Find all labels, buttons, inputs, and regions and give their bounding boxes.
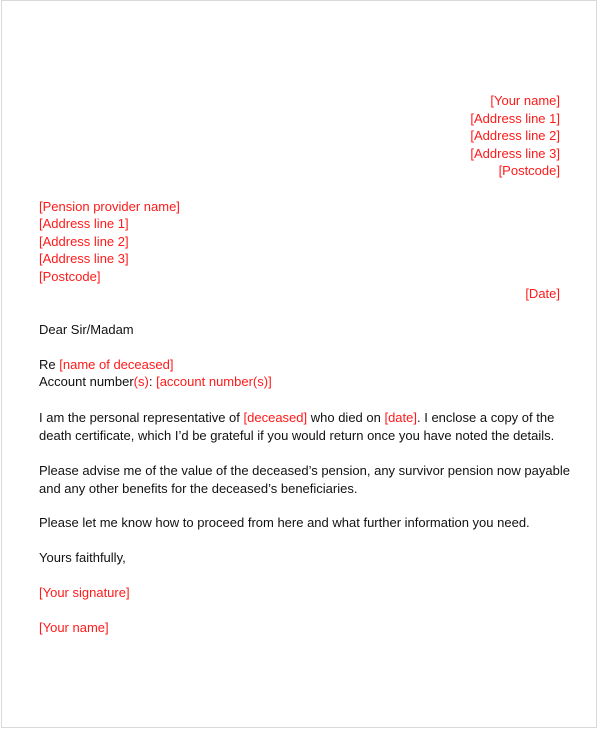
sender-address-line-2: [Address line 2] — [470, 128, 560, 143]
p2-line-1: Please advise me of the value of the deceased’s pension, any survivor pension now payable — [39, 463, 570, 478]
sender-address-line-3: [Address line 3] — [470, 146, 560, 161]
account-colon: : — [148, 374, 153, 389]
p1-text-1: I am the personal representative of — [39, 410, 244, 425]
account-number-placeholder: [account number(s)] — [156, 374, 272, 389]
body-paragraph-3: Please let me know how to proceed from here and what further information you need. — [39, 515, 530, 530]
letter-page — [1, 0, 597, 728]
date-of-death-placeholder: [date] — [384, 410, 417, 425]
sender-postcode: [Postcode] — [498, 163, 560, 178]
p1-line-2: death certificate, which I’d be grateful if you would return once you have noted the details. — [39, 427, 555, 443]
p1-text-2: who died on — [307, 410, 385, 425]
deceased-name-placeholder: [name of deceased] — [59, 357, 174, 372]
reference-line — [39, 356, 173, 374]
salutation: Dear Sir/Madam — [39, 322, 134, 337]
signoff-name-placeholder: [Your name] — [39, 620, 109, 635]
recipient-name: [Pension provider name] — [39, 199, 180, 214]
closing: Yours faithfully, — [39, 550, 126, 565]
body-paragraph-2 — [39, 462, 570, 497]
recipient-address-line-1: [Address line 1] — [39, 216, 129, 231]
sender-address-line-1: [Address line 1] — [470, 111, 560, 126]
recipient-address-line-2: [Address line 2] — [39, 234, 129, 249]
re-label: Re — [39, 357, 56, 372]
sender-name: [Your name] — [490, 93, 560, 108]
body-paragraph-1 — [39, 409, 559, 444]
account-number-line — [39, 373, 272, 391]
recipient-address-line-3: [Address line 3] — [39, 251, 129, 266]
p2-line-2: and any other benefits for the deceased’s beneficiaries. — [39, 480, 358, 496]
p1-text-3: . I enclose a copy of the — [417, 410, 555, 425]
letter-date: [Date] — [525, 286, 560, 301]
account-label-suffix: (s) — [133, 374, 149, 389]
account-label: Account number — [39, 374, 134, 389]
recipient-postcode: [Postcode] — [39, 269, 101, 284]
deceased-placeholder: [deceased] — [243, 410, 308, 425]
signature-placeholder: [Your signature] — [39, 585, 130, 600]
